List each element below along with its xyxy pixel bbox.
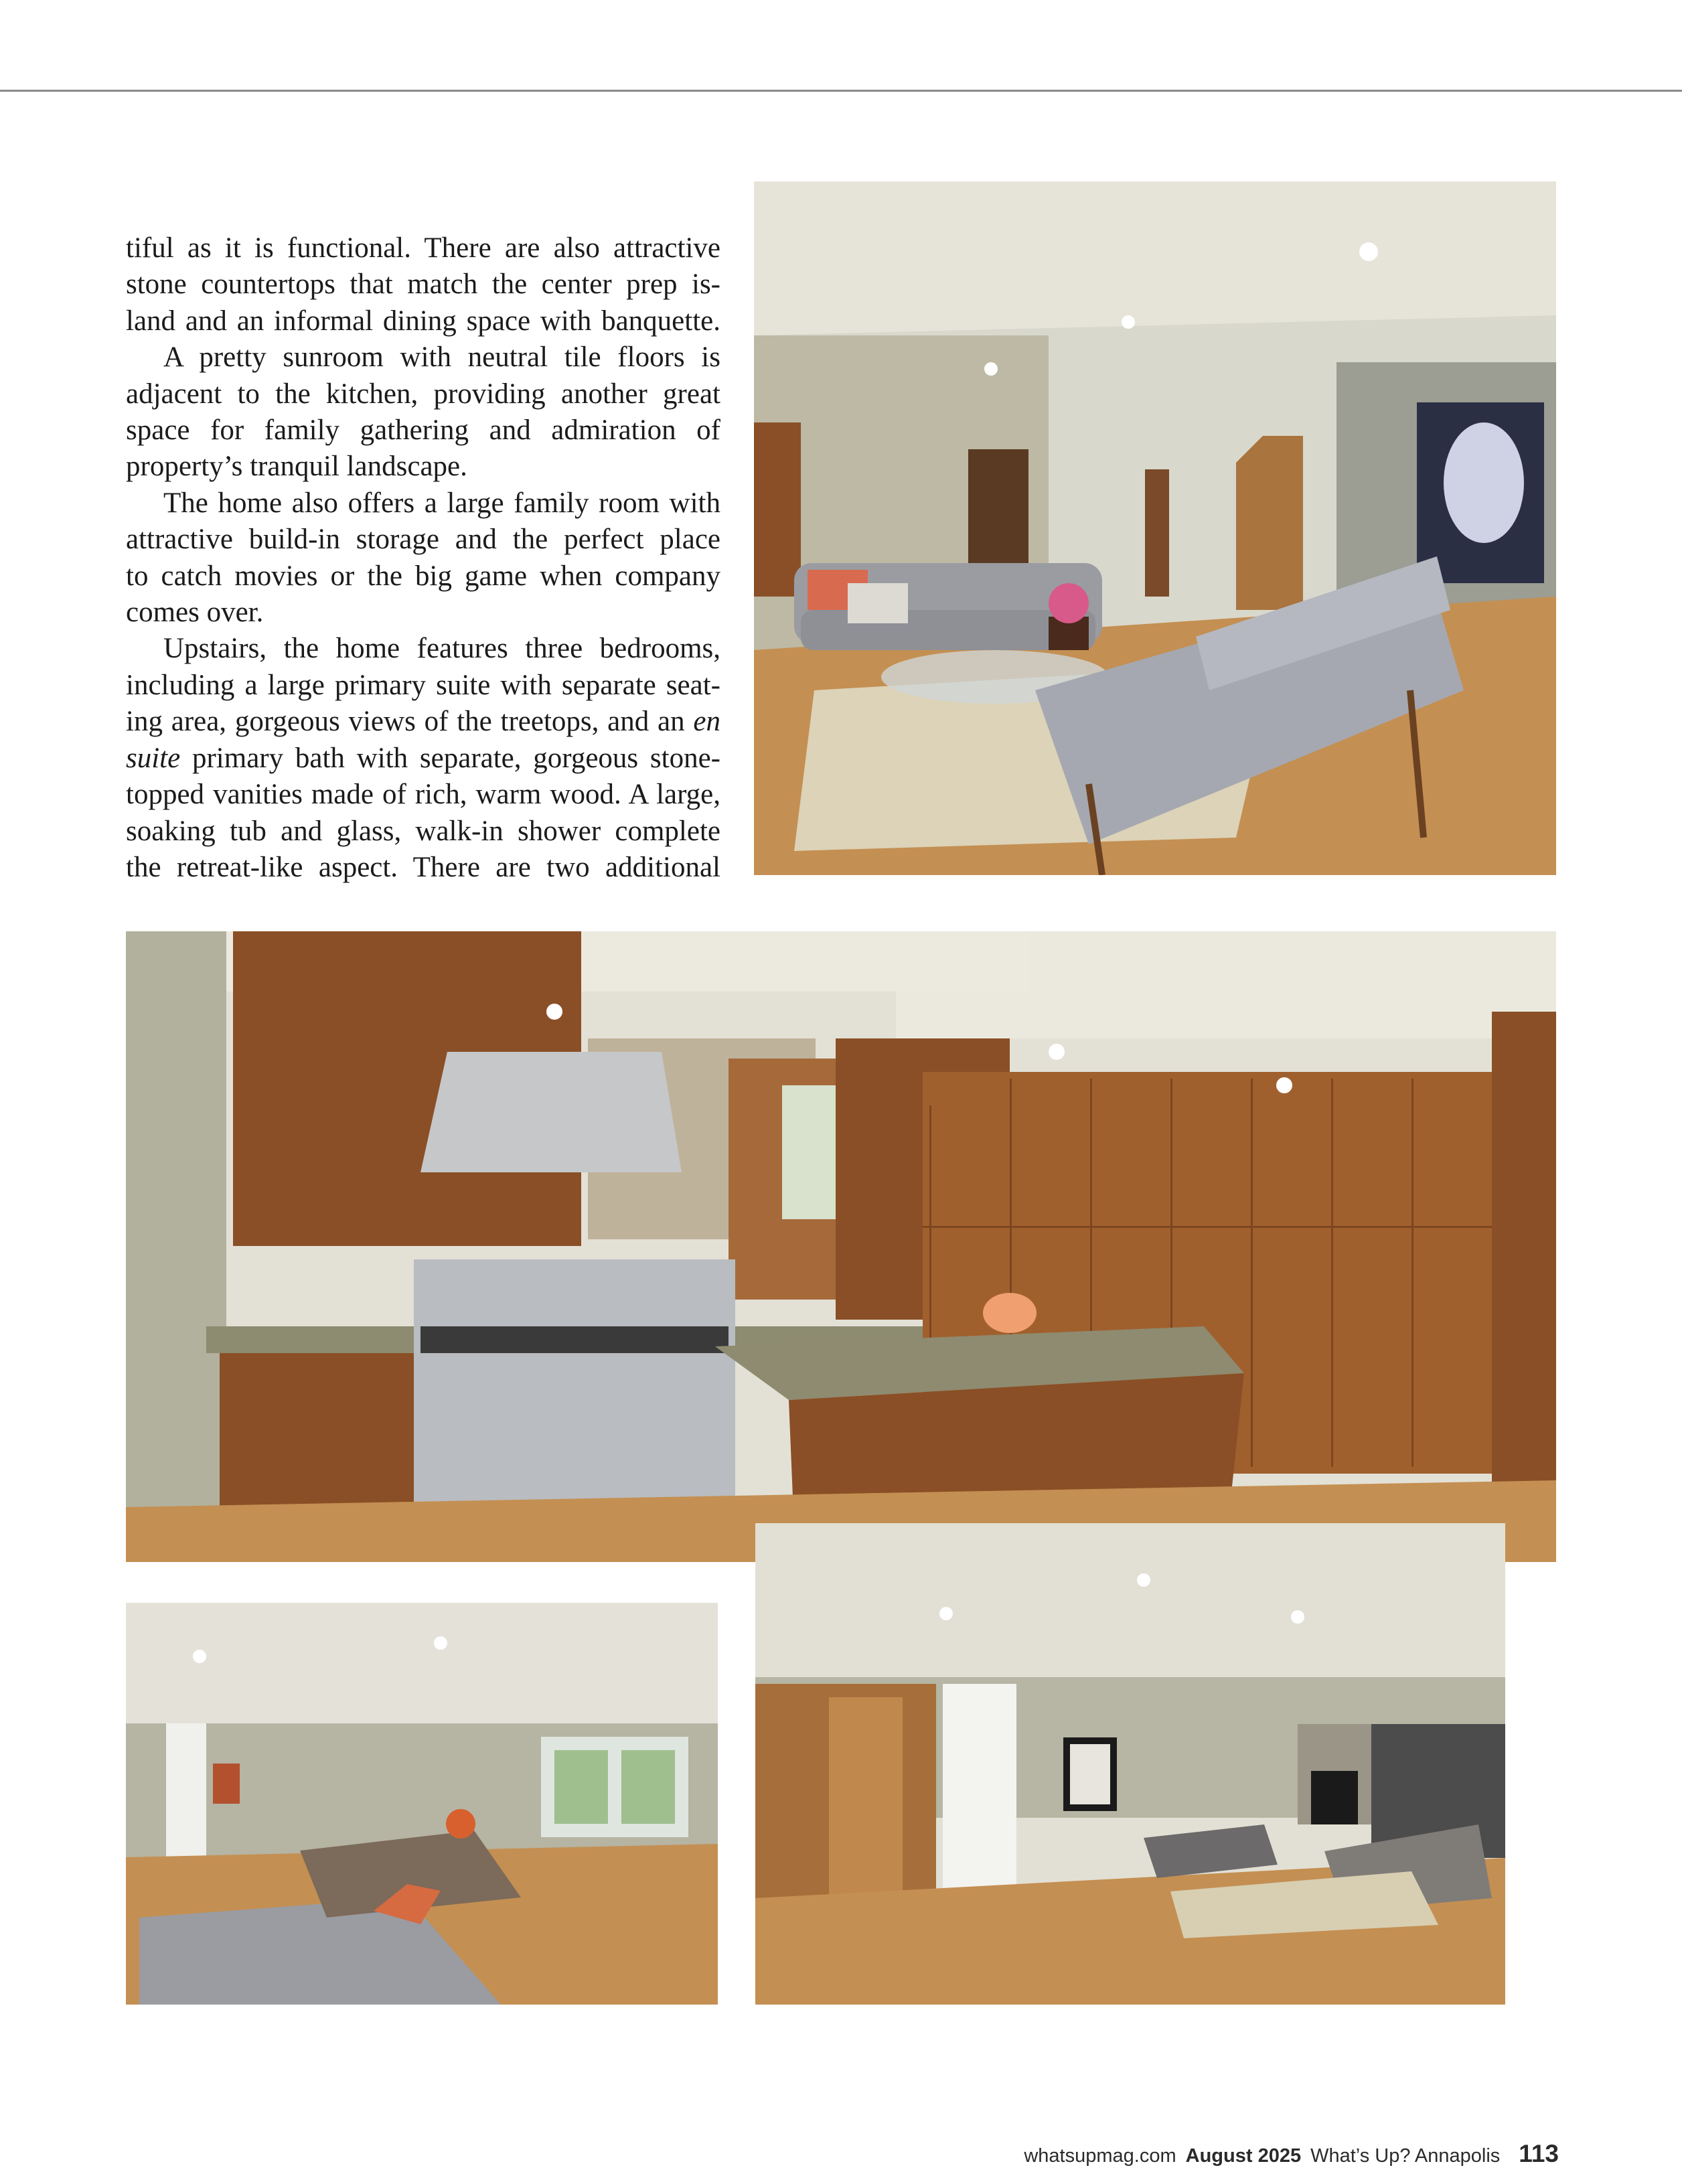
text-line: including a large primary suite with separate seat- [126, 669, 720, 701]
footer-site: whatsupmag.com [1024, 2145, 1176, 2167]
text-line: land and an informal dining space with banquette. [126, 305, 720, 337]
text-line: the retreat-like aspect. There are two additional [126, 851, 720, 883]
page-number: 113 [1519, 2140, 1559, 2167]
italic-en: en [693, 706, 721, 738]
italic-suite: suite [126, 742, 181, 774]
text-line: tiful as it is functional. There are also attractive [126, 232, 720, 264]
text-line [126, 740, 720, 777]
great-room-photo [755, 1523, 1505, 2005]
text-line: topped vanities made of rich, warm wood. A large, [126, 779, 720, 811]
text-line: property’s tranquil landscape. [126, 451, 467, 483]
footer-issue: August 2025 [1185, 2145, 1302, 2167]
text-line: The home also offers a large family room with [163, 487, 720, 519]
text-line: soaking tub and glass, walk-in shower complete [126, 815, 720, 847]
living-room-photo [754, 181, 1556, 875]
text-line-start: ing area, gorgeous views of the treetops, and an [126, 706, 685, 738]
text-line [126, 704, 720, 740]
text-line: comes over. [126, 597, 264, 629]
header-rule [0, 90, 1682, 92]
kitchen-photo [126, 931, 1556, 1562]
article-body [126, 230, 720, 886]
text-line-rest: primary bath with separate, gorgeous stone- [180, 742, 720, 774]
text-line: to catch movies or the big game when company [126, 560, 720, 592]
footer-publication: What’s Up? Annapolis [1310, 2145, 1501, 2167]
page-footer [1024, 2140, 1559, 2168]
family-room-photo [126, 1603, 718, 2005]
text-line: Upstairs, the home features three bedrooms, [163, 633, 720, 665]
text-line: stone countertops that match the center prep is- [126, 268, 720, 301]
text-line: A pretty sunroom with neutral tile floors is [163, 341, 720, 374]
text-line: attractive build-in storage and the perfect place [126, 524, 720, 556]
text-line: space for family gathering and admiration of [126, 414, 720, 447]
text-line: adjacent to the kitchen, providing another great [126, 378, 720, 410]
